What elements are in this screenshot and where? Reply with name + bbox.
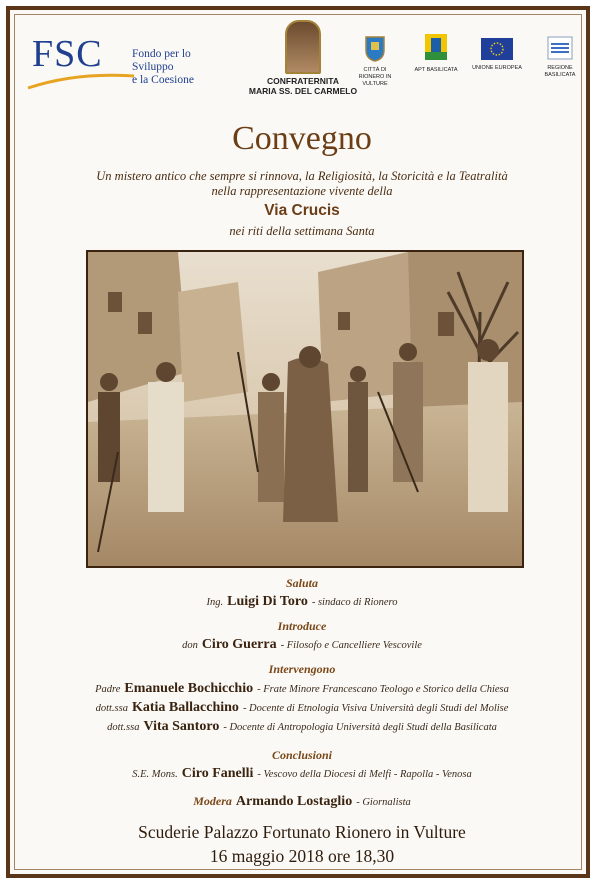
saluta-role: Ing. [206, 597, 224, 608]
poster-frame [6, 6, 590, 878]
conclusioni-name: Ciro Fanelli [181, 766, 254, 781]
eu-flag-icon [481, 38, 513, 60]
introduce-role: don [182, 640, 198, 651]
speaker-row: dott.ssa Vita Santoro - Docente di Antropologia Università degli Studi della Basilicata [107, 719, 497, 734]
saluta-name: Luigi Di Toro [227, 594, 308, 609]
introduce-heading: Introduce [277, 619, 327, 633]
regione-basilicata-icon [547, 36, 573, 60]
speaker-row: Padre Emanuele Bochicchio - Frate Minore Francescano Teologo e Storico della Chiesa [95, 681, 509, 696]
procession-photo [86, 250, 524, 568]
intervengono-section [10, 662, 594, 736]
date-time: 16 maggio 2018 ore 18,30 [209, 846, 395, 866]
modera-heading: Modera [193, 794, 232, 808]
eu-logo: UNIONE EUROPEA [472, 38, 522, 72]
venue: Scuderie Palazzo Fortunato Rionero in Vulture [138, 822, 466, 842]
saluta-heading: Saluta [285, 576, 318, 590]
madonna-icon [285, 20, 321, 74]
modera-desc: - Giornalista [356, 797, 411, 808]
fsc-logo [24, 28, 224, 94]
saluta-desc: - sindaco di Rionero [311, 597, 398, 608]
apt-basilicata-icon [423, 32, 449, 62]
apt-logo: APT BASILICATA [412, 32, 460, 74]
introduce-name: Ciro Guerra [201, 637, 277, 652]
fsc-name: Fondo per lo Sviluppo e la Coesione [132, 48, 194, 86]
conclusioni-section [10, 748, 594, 782]
event-subject-sub: nei riti della settimana Santa [229, 224, 375, 238]
fsc-letters: FSC [32, 33, 103, 75]
confraternita-logo: CONFRATERNITA MARIA SS. DEL CARMELO [248, 20, 358, 96]
modera-name: Armando Lostaglio [235, 794, 353, 809]
introduce-section [10, 619, 594, 653]
fsc-swoosh-icon [26, 72, 136, 92]
city-crest-icon [364, 34, 386, 62]
saluta-section [10, 576, 594, 610]
intervengono-heading: Intervengono [268, 662, 336, 676]
procession-photo-image [88, 252, 522, 566]
introduce-desc: - Filosofo e Cancelliere Vescovile [280, 640, 422, 651]
conclusioni-role: S.E. Mons. [132, 769, 178, 780]
regione-logo: REGIONE BASILICATA [534, 36, 586, 79]
event-subtitle: Un mistero antico che sempre si rinnova, la Religiosità, la Storicità e la Teatralità nella rappresentazione vivente della [96, 169, 508, 198]
city-logo: CITTÀ DI RIONERO IN VULTURE [350, 34, 400, 88]
conclusioni-desc: - Vescovo della Diocesi di Melfi - Rapolla - Venosa [257, 769, 472, 780]
event-title: Convegno [232, 120, 372, 157]
conclusioni-heading: Conclusioni [271, 748, 333, 762]
speaker-row: dott.ssa Katia Ballacchino - Docente di Etnologia Visiva Università degli Studi del Molise [95, 700, 509, 715]
event-subject: Via Crucis [264, 202, 340, 219]
modera-section [10, 792, 594, 810]
